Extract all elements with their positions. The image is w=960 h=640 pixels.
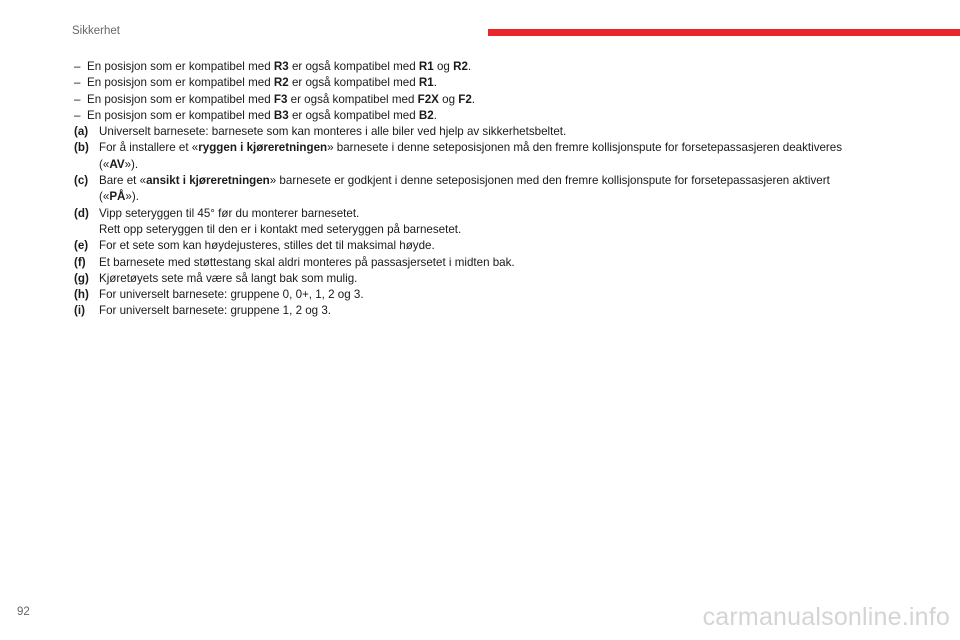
note-f	[74, 255, 894, 271]
note-key: (b)	[74, 141, 89, 155]
compat-line: – En posisjon som er kompatibel med F3 er også kompatibel med F2X og F2.	[74, 92, 894, 108]
note-text: For universelt barnesete: gruppene 1, 2 og 3.	[99, 304, 332, 318]
note-key: (e)	[74, 239, 89, 253]
note-h	[74, 287, 894, 303]
dash: –	[74, 76, 81, 90]
note-text: Et barnesete med støttestang skal aldri monteres på passasjersetet i midten bak.	[99, 255, 515, 269]
note-g	[74, 271, 894, 287]
note-e	[74, 238, 894, 254]
dash: –	[74, 108, 81, 122]
note-text: For universelt barnesete: gruppene 0, 0+, 1, 2 og 3.	[99, 288, 364, 302]
note-text: Vipp seteryggen til 45° før du monterer barnesetet. Rett opp seteryggen til den er i kontakt med seteryggen på barnesetet.	[99, 206, 462, 236]
note-key: (a)	[74, 125, 89, 139]
compat-line: – En posisjon som er kompatibel med B3 er også kompatibel med B2.	[74, 108, 894, 124]
dash: –	[74, 92, 81, 106]
note-key: (g)	[74, 271, 89, 285]
note-c	[74, 173, 894, 206]
section-title: Sikkerhet	[72, 25, 120, 37]
note-text: Kjøretøyets sete må være så langt bak som mulig.	[99, 271, 358, 285]
note-key: (f)	[74, 255, 86, 269]
note-text: Bare et «ansikt i kjøreretningen» barnesete er godkjent i denne seteposisjonen med den fremre kollisjonspute for forsetepassasjeren aktivert («PÅ»).	[99, 174, 830, 204]
note-a	[74, 124, 894, 140]
compat-line: – En posisjon som er kompatibel med R2 er også kompatibel med R1.	[74, 75, 894, 91]
header-accent-bar	[488, 29, 960, 36]
note-text: Universelt barnesete: barnesete som kan monteres i alle biler ved hjelp av sikkerhetsbeltet.	[99, 125, 567, 139]
compat-line: – En posisjon som er kompatibel med R3 er også kompatibel med R1 og R2.	[74, 59, 894, 75]
watermark: carmanualsonline.info	[702, 603, 950, 631]
note-key: (c)	[74, 174, 89, 188]
dash: –	[74, 60, 81, 73]
note-d	[74, 206, 894, 239]
note-text: For å installere et «ryggen i kjøreretningen» barnesete i denne seteposisjonen må den fremre kollisjonspute for forsetepassasjeren deaktiveres («AV»).	[99, 141, 843, 171]
note-key: (i)	[74, 304, 85, 318]
note-b	[74, 140, 894, 173]
manual-content	[74, 59, 894, 320]
note-key: (d)	[74, 206, 89, 220]
note-text: For et sete som kan høydejusteres, stilles det til maksimal høyde.	[99, 239, 435, 253]
note-i	[74, 303, 894, 319]
note-key: (h)	[74, 288, 89, 302]
page-number: 92	[17, 606, 30, 618]
